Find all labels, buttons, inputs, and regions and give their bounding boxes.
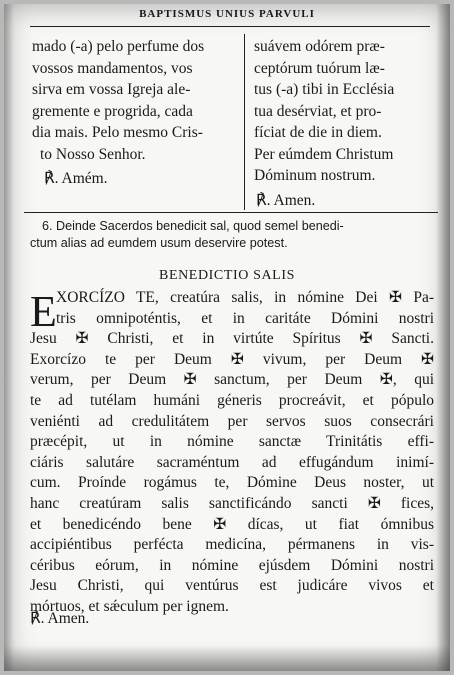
body-line: céribus eórum, in nómine ejúsdem Dómini nostri — [30, 556, 434, 574]
body-line: accipiéntibus perfécta medicína, pérmanens in vis- — [30, 536, 434, 554]
rubric-line: ctum alias ad eumdem usum deservire potest. — [30, 236, 288, 250]
body-line: XORCÍZO TE, creatúra salis, in nómine Dei ✠ Pa- — [56, 289, 434, 306]
right-line: Dóminum nostrum. — [254, 167, 376, 184]
running-header: BAPTISMUS UNIUS PARVULI — [139, 8, 315, 20]
scan-shadow-right — [436, 4, 450, 671]
left-line: vossos mandamentos, vos — [32, 59, 193, 77]
left-line: to Nosso Senhor. — [40, 145, 146, 163]
body-line: cum. Proínde rogámus te, Dómine Deus noster, ut — [30, 474, 434, 492]
left-line: dia mais. Pelo mesmo Cris- — [32, 124, 203, 141]
right-line: Per eúmdem Christum — [254, 145, 394, 163]
column-divider — [244, 34, 245, 210]
left-line: mado (-a) pelo perfume dos — [32, 38, 205, 55]
drop-cap: E — [30, 287, 57, 336]
body-line: mórtuos, et sǽculum per ignem. — [30, 597, 229, 615]
body-line: Exorcízo te per Deum ✠ vivum, per Deum ✠ — [30, 350, 434, 368]
blessing-text — [30, 288, 434, 618]
body-line: præcépit, ut in nómine sanctæ Trinitátis effi- — [30, 433, 434, 451]
body-line: te ad tutélam humáni géneris procreávit, et pópulo — [30, 391, 434, 409]
scan-shadow-left — [4, 4, 14, 671]
left-line: gremente e progrida, cada — [32, 102, 193, 120]
body-line: ciáris salutáre sacraméntum ad effugándum inimí- — [30, 453, 434, 471]
body-line: hanc creatúram salis sanctificándo sancti ✠ fices, — [30, 494, 434, 512]
body-line: et benedicéndo bene ✠ dícas, ut fiat ómnibus — [30, 515, 434, 533]
right-line: tus (-a) tibi in Ecclésia — [254, 81, 395, 98]
left-column-portuguese — [32, 36, 234, 190]
body-line: tris omnipoténtis, et in caritáte Dómini nostri — [56, 309, 434, 327]
section-title: BENEDICTIO SALIS — [159, 268, 295, 283]
right-response: ℟. Amen. — [256, 191, 316, 209]
rubric — [30, 218, 432, 252]
body-line: Jesu ✠ Christi, et in virtúte Spíritus ✠ Sancti. — [30, 330, 434, 348]
body-line: veniénti ad credulitátem per servos suos consecrári — [30, 412, 434, 430]
body-line: Jesu Christi, qui ventúrus est judicáre vivos et — [30, 577, 434, 595]
body-line: verum, per Deum ✠ sanctum, per Deum ✠, qui — [30, 371, 434, 389]
left-line: sirva em vossa Igreja ale- — [32, 81, 191, 98]
right-line: fíciat de die in diem. — [254, 124, 382, 141]
final-response: ℟. Amen. — [30, 610, 90, 627]
right-line: tua desérviat, et pro- — [254, 102, 382, 120]
rubric-rule — [24, 212, 438, 213]
right-line: suávem odórem præ- — [254, 38, 385, 55]
rubric-line: 6. Deinde Sacerdos benedicit sal, quod semel benedi- — [42, 219, 344, 233]
left-response: ℟. Amém. — [44, 170, 108, 187]
right-line: ceptórum tuórum læ- — [254, 59, 385, 77]
right-column-latin — [254, 36, 436, 211]
header-rule — [30, 26, 430, 27]
scan-shadow-bottom — [4, 645, 450, 671]
